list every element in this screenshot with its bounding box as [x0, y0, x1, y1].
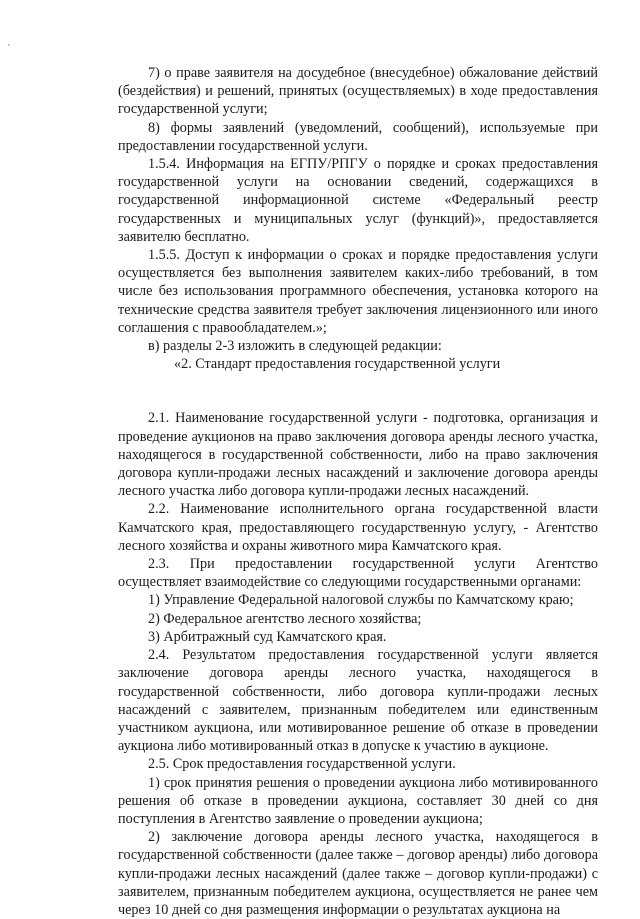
paragraph-sections-amendment: в) разделы 2-3 изложить в следующей редакции: — [148, 338, 442, 355]
paragraph-2-2: 2.2. Наименование исполнительного органа государственной власти Камчатского края, предоставляющего государственную услугу, - Агентство лесного хозяйства и охраны животного мира Камчатского края. — [118, 501, 598, 554]
list-item-tax-service: 1) Управление Федеральной налоговой службы по Камчатскому краю; — [148, 592, 574, 609]
paragraph-1-5-5: 1.5.5. Доступ к информации о сроках и порядке предоставления услуги осуществляется без выполнения заявителем каких-либо требований, в том числе без использования программного обеспечения, установка которого на технические средства заявителя требует заключения лицензионного или иного соглашения с правообладателем.»; — [118, 247, 598, 336]
list-item-forestry-agency: 2) Федеральное агентство лесного хозяйства; — [148, 610, 422, 627]
paragraph-2-3: 2.3. При предоставлении государственной услуги Агентство осуществляет взаимодействие со следующими государственными органами: — [118, 556, 598, 591]
document-body — [118, 64, 598, 919]
list-item-arbitration-court: 3) Арбитражный суд Камчатского края. — [148, 628, 387, 645]
paragraph-1-5-4: 1.5.4. Информация на ЕГПУ/РПГУ о порядке и сроках предоставления государственной услуги на основании сведений, содержащихся в государственной информационной системе «Федеральный реестр государственных и муниципальных услуг (функций)», предоставляется заявителю бесплатно. — [118, 156, 598, 245]
paragraph-2-5: 2.5. Срок предоставления государственной услуги. — [148, 756, 456, 773]
section-spacer — [118, 373, 598, 409]
section-heading: «2. Стандарт предоставления государственной услуги — [174, 356, 501, 373]
paragraph-appeal-right: 7) о праве заявителя на досудебное (внесудебное) обжалование действий (бездействия) и решений, принятых (осуществляемых) в ходе предоставления государственной услуги; — [118, 65, 598, 118]
list-item-decision-term: 1) срок принятия решения о проведении аукциона либо мотивированного решения об отказе в проведении аукциона, составляет 30 дней со дня поступления в Агентство заявление о проведении аукциона; — [118, 774, 598, 827]
scan-speck — [8, 44, 10, 46]
paragraph-2-4: 2.4. Результатом предоставления государственной услуги является заключение договора аренды лесного участка, находящегося в государственной собственности, либо договора купли-продажи лесных насаждений с заявителем, признанным победителем или единственным участником аукциона, или мотивированное решение об отказе в проведении аукциона либо мотивированный отказ в допуске к участию в аукционе. — [118, 647, 598, 755]
list-item-contract-conclusion: 2) заключение договора аренды лесного участка, находящегося в государственной собственности (далее также – договор аренды) либо договора купли-продажи лесных насаждений (далее также – договор купли-продажи) с заявителем, признанным победителем аукциона, осуществляется не ранее чем через 10 дней со дня размещения информации о результатах аукциона на — [118, 829, 598, 918]
paragraph-2-1: 2.1. Наименование государственной услуги - подготовка, организация и проведение аукционов на право заключения договора аренды лесного участка, находящегося в государственной собственности, либо на право заключения договора купли-продажи лесных насаждений и заключение договора аренды лесного участка либо договора купли-продажи лесных насаждений. — [118, 410, 598, 500]
paragraph-application-forms: 8) формы заявлений (уведомлений, сообщений), используемые при предоставлении государственной услуги. — [118, 119, 598, 154]
